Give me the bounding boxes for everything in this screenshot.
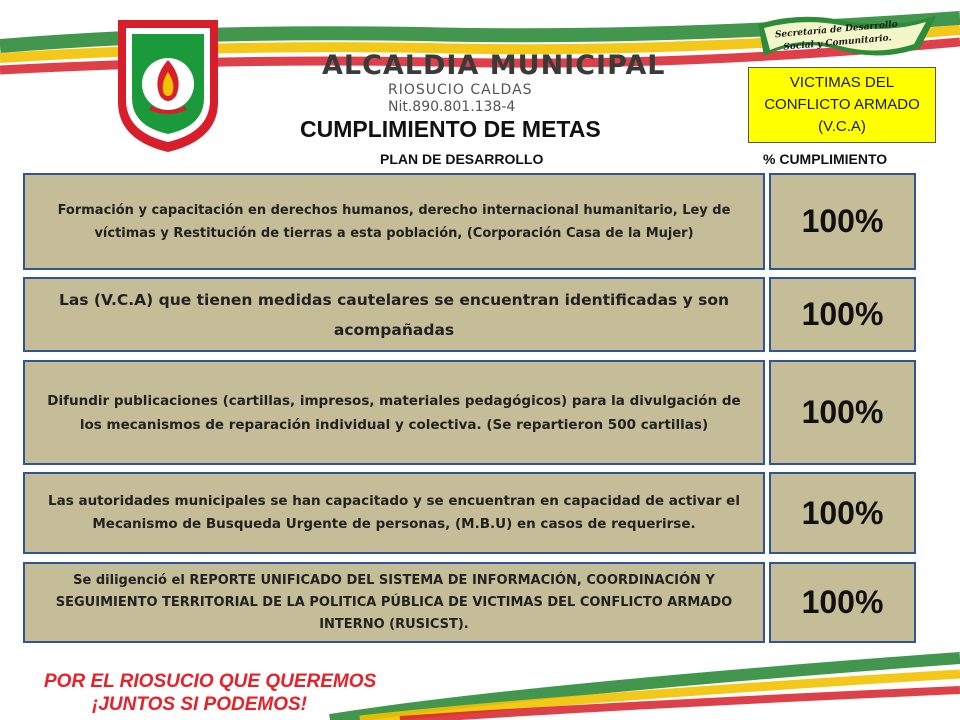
secretaria-label: Secretaría de Desarrollo Social y Comunitario. xyxy=(774,19,899,53)
goal-row-text: Las (V.C.A) que tienen medidas cautelares se encuentran identificadas y son acompañadas xyxy=(23,277,765,352)
goal-row-percent: 100% xyxy=(769,277,916,352)
logo-title: ALCALDIA MUNICIPAL xyxy=(322,50,666,81)
slogan-line-2: ¡JUNTOS SI PODEMOS! xyxy=(92,694,308,715)
logo-subtitle: RIOSUCIO CALDAS xyxy=(388,82,533,98)
goal-row-text: Difundir publicaciones (cartillas, impresos, materiales pedagógicos) para la divulgación de los mecanismos de reparación individual y colectiva. (Se repartieron 500 cartillas) xyxy=(23,360,765,465)
goal-row-percent: 100% xyxy=(769,562,916,643)
slogan-line-1: POR EL RIOSUCIO QUE QUEREMOS xyxy=(44,671,377,692)
municipal-crest-logo xyxy=(112,12,224,154)
goal-row-text: Las autoridades municipales se han capacitado y se encuentran en capacidad de activar el Mecanismo de Busqueda Urgente de personas, (M.B.U) en casos de requerirse. xyxy=(23,472,765,554)
page-title: CUMPLIMIENTO DE METAS xyxy=(300,116,601,142)
goal-row-percent: 100% xyxy=(769,173,916,270)
goal-row-text: Se diligenció el REPORTE UNIFICADO DEL SISTEMA DE INFORMACIÓN, COORDINACIÓN Y SEGUIMIENTO TERRITORIAL DE LA POLITICA PÚBLICA DE VICTIMAS DEL CONFLICTO ARMADO INTERNO (RUSICST). xyxy=(23,562,765,643)
program-box: VICTIMAS DEL CONFLICTO ARMADO (V.C.A) xyxy=(748,67,936,143)
column-header-plan: PLAN DE DESARROLLO xyxy=(380,151,544,167)
goal-row-text: Formación y capacitación en derechos humanos, derecho internacional humanitario, Ley de víctimas y Restitución de tierras a esta población, (Corporación Casa de la Mujer) xyxy=(23,173,765,270)
logo-nit: Nit.890.801.138-4 xyxy=(388,99,516,115)
column-header-percent: % CUMPLIMIENTO xyxy=(763,151,888,167)
goal-row-percent: 100% xyxy=(769,360,916,465)
goal-row-percent: 100% xyxy=(769,472,916,554)
